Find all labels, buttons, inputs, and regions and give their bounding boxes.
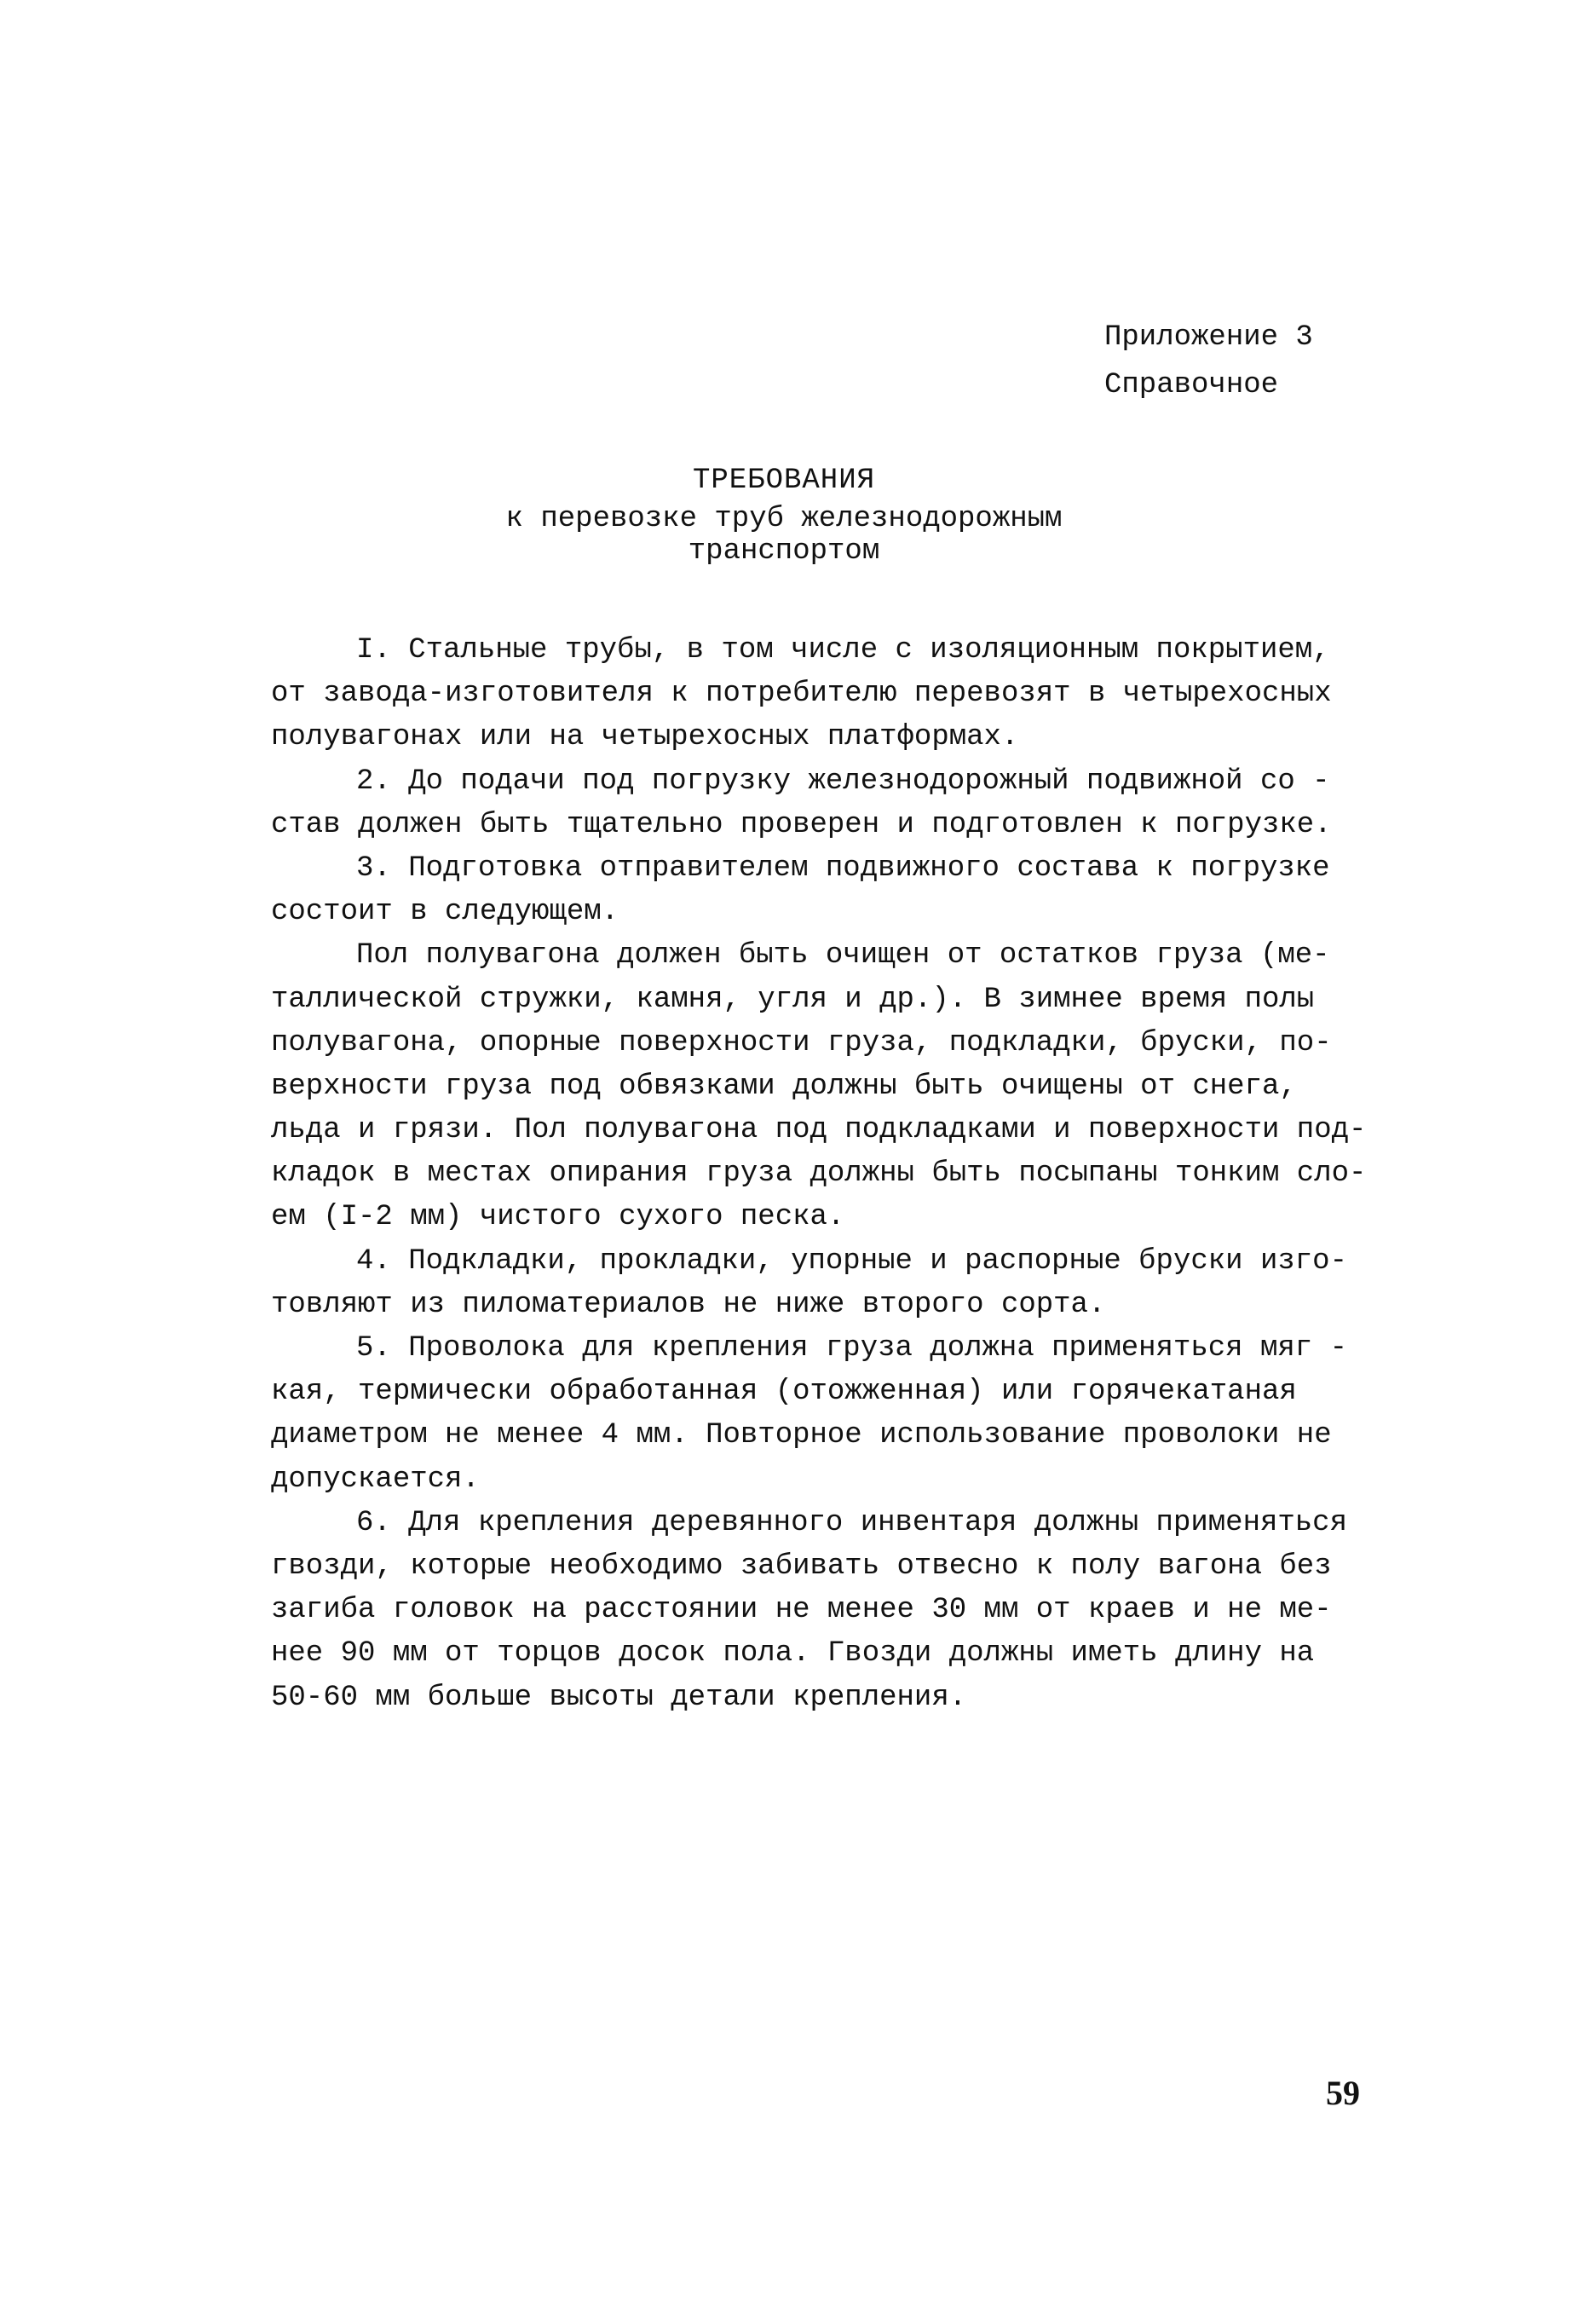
paragraph-6-line: нее 90 мм от торцов досок пола. Гвозди должны иметь длину на (271, 1637, 1315, 1671)
appendix-type: Справочное (1104, 369, 1279, 401)
body-text (271, 629, 1372, 1720)
paragraph-1-line: от завода-изготовителя к потребителю перевозят в четырехосных (271, 678, 1332, 711)
paragraph-6-line: гвозди, которые необходимо забивать отвесно к полу вагона без (271, 1550, 1332, 1583)
title-subtitle-line-2: транспортом (688, 535, 880, 568)
paragraph-5-line: допускается. (271, 1463, 480, 1496)
page-number: 59 (1326, 2074, 1360, 2112)
paragraph-3-line: 3. Подготовка отправителем подвижного состава к погрузке (356, 851, 1330, 885)
paragraph-6-line: 6. Для крепления деревянного инвентаря должны применяться (356, 1506, 1347, 1539)
title-subtitle-line-1: к перевозке труб железнодорожным (505, 503, 1063, 535)
paragraph-3a-line: Пол полувагона должен быть очищен от остатков груза (ме- (356, 939, 1330, 972)
paragraph-4-line: 4. Подкладки, прокладки, упорные и распорные бруски изго- (356, 1244, 1347, 1278)
paragraph-2-line: 2. До подачи под погрузку железнодорожный подвижной со - (356, 765, 1330, 798)
paragraph-2-line: став должен быть тщательно проверен и подготовлен к погрузке. (271, 808, 1332, 841)
paragraph-4-line: товляют из пиломатериалов не ниже второго сорта. (271, 1288, 1106, 1321)
paragraph-1-line: полувагонах или на четырехосных платформах. (271, 721, 1019, 754)
paragraph-3a-line: льда и грязи. Пол полувагона под подкладками и поверхности под- (271, 1114, 1367, 1147)
paragraph-6-line: 50-60 мм больше высоты детали крепления. (271, 1681, 967, 1714)
paragraph-5-line: кая, термически обработанная (отожженная) или горячекатаная (271, 1376, 1297, 1409)
paragraph-1-line: I. Стальные трубы, в том числе с изоляционным покрытием, (356, 634, 1330, 667)
appendix-label: Приложение 3 (1104, 321, 1313, 354)
paragraph-5-line: диаметром не менее 4 мм. Повторное использование проволоки не (271, 1419, 1332, 1452)
paragraph-3a-line: ем (I-2 мм) чистого сухого песка. (271, 1201, 845, 1234)
paragraph-3a-line: верхности груза под обвязками должны быть очищены от снега, (271, 1070, 1297, 1103)
title-main: ТРЕБОВАНИЯ (692, 465, 876, 497)
appendix-header (1104, 314, 1313, 409)
paragraph-3-line: состоит в следующем. (271, 896, 619, 929)
paragraph-6-line: загиба головок на расстоянии не менее 30 мм от краев и не ме- (271, 1594, 1332, 1627)
paragraph-3a-line: таллической стружки, камня, угля и др.). В зимнее время полы (271, 983, 1315, 1016)
paragraph-3a-line: полувагона, опорные поверхности груза, подкладки, бруски, по- (271, 1026, 1332, 1059)
paragraph-3a-line: кладок в местах опирания груза должны быть посыпаны тонким сло- (271, 1157, 1367, 1191)
document-title (358, 459, 1210, 568)
paragraph-5-line: 5. Проволока для крепления груза должна применяться мяг - (356, 1332, 1347, 1365)
